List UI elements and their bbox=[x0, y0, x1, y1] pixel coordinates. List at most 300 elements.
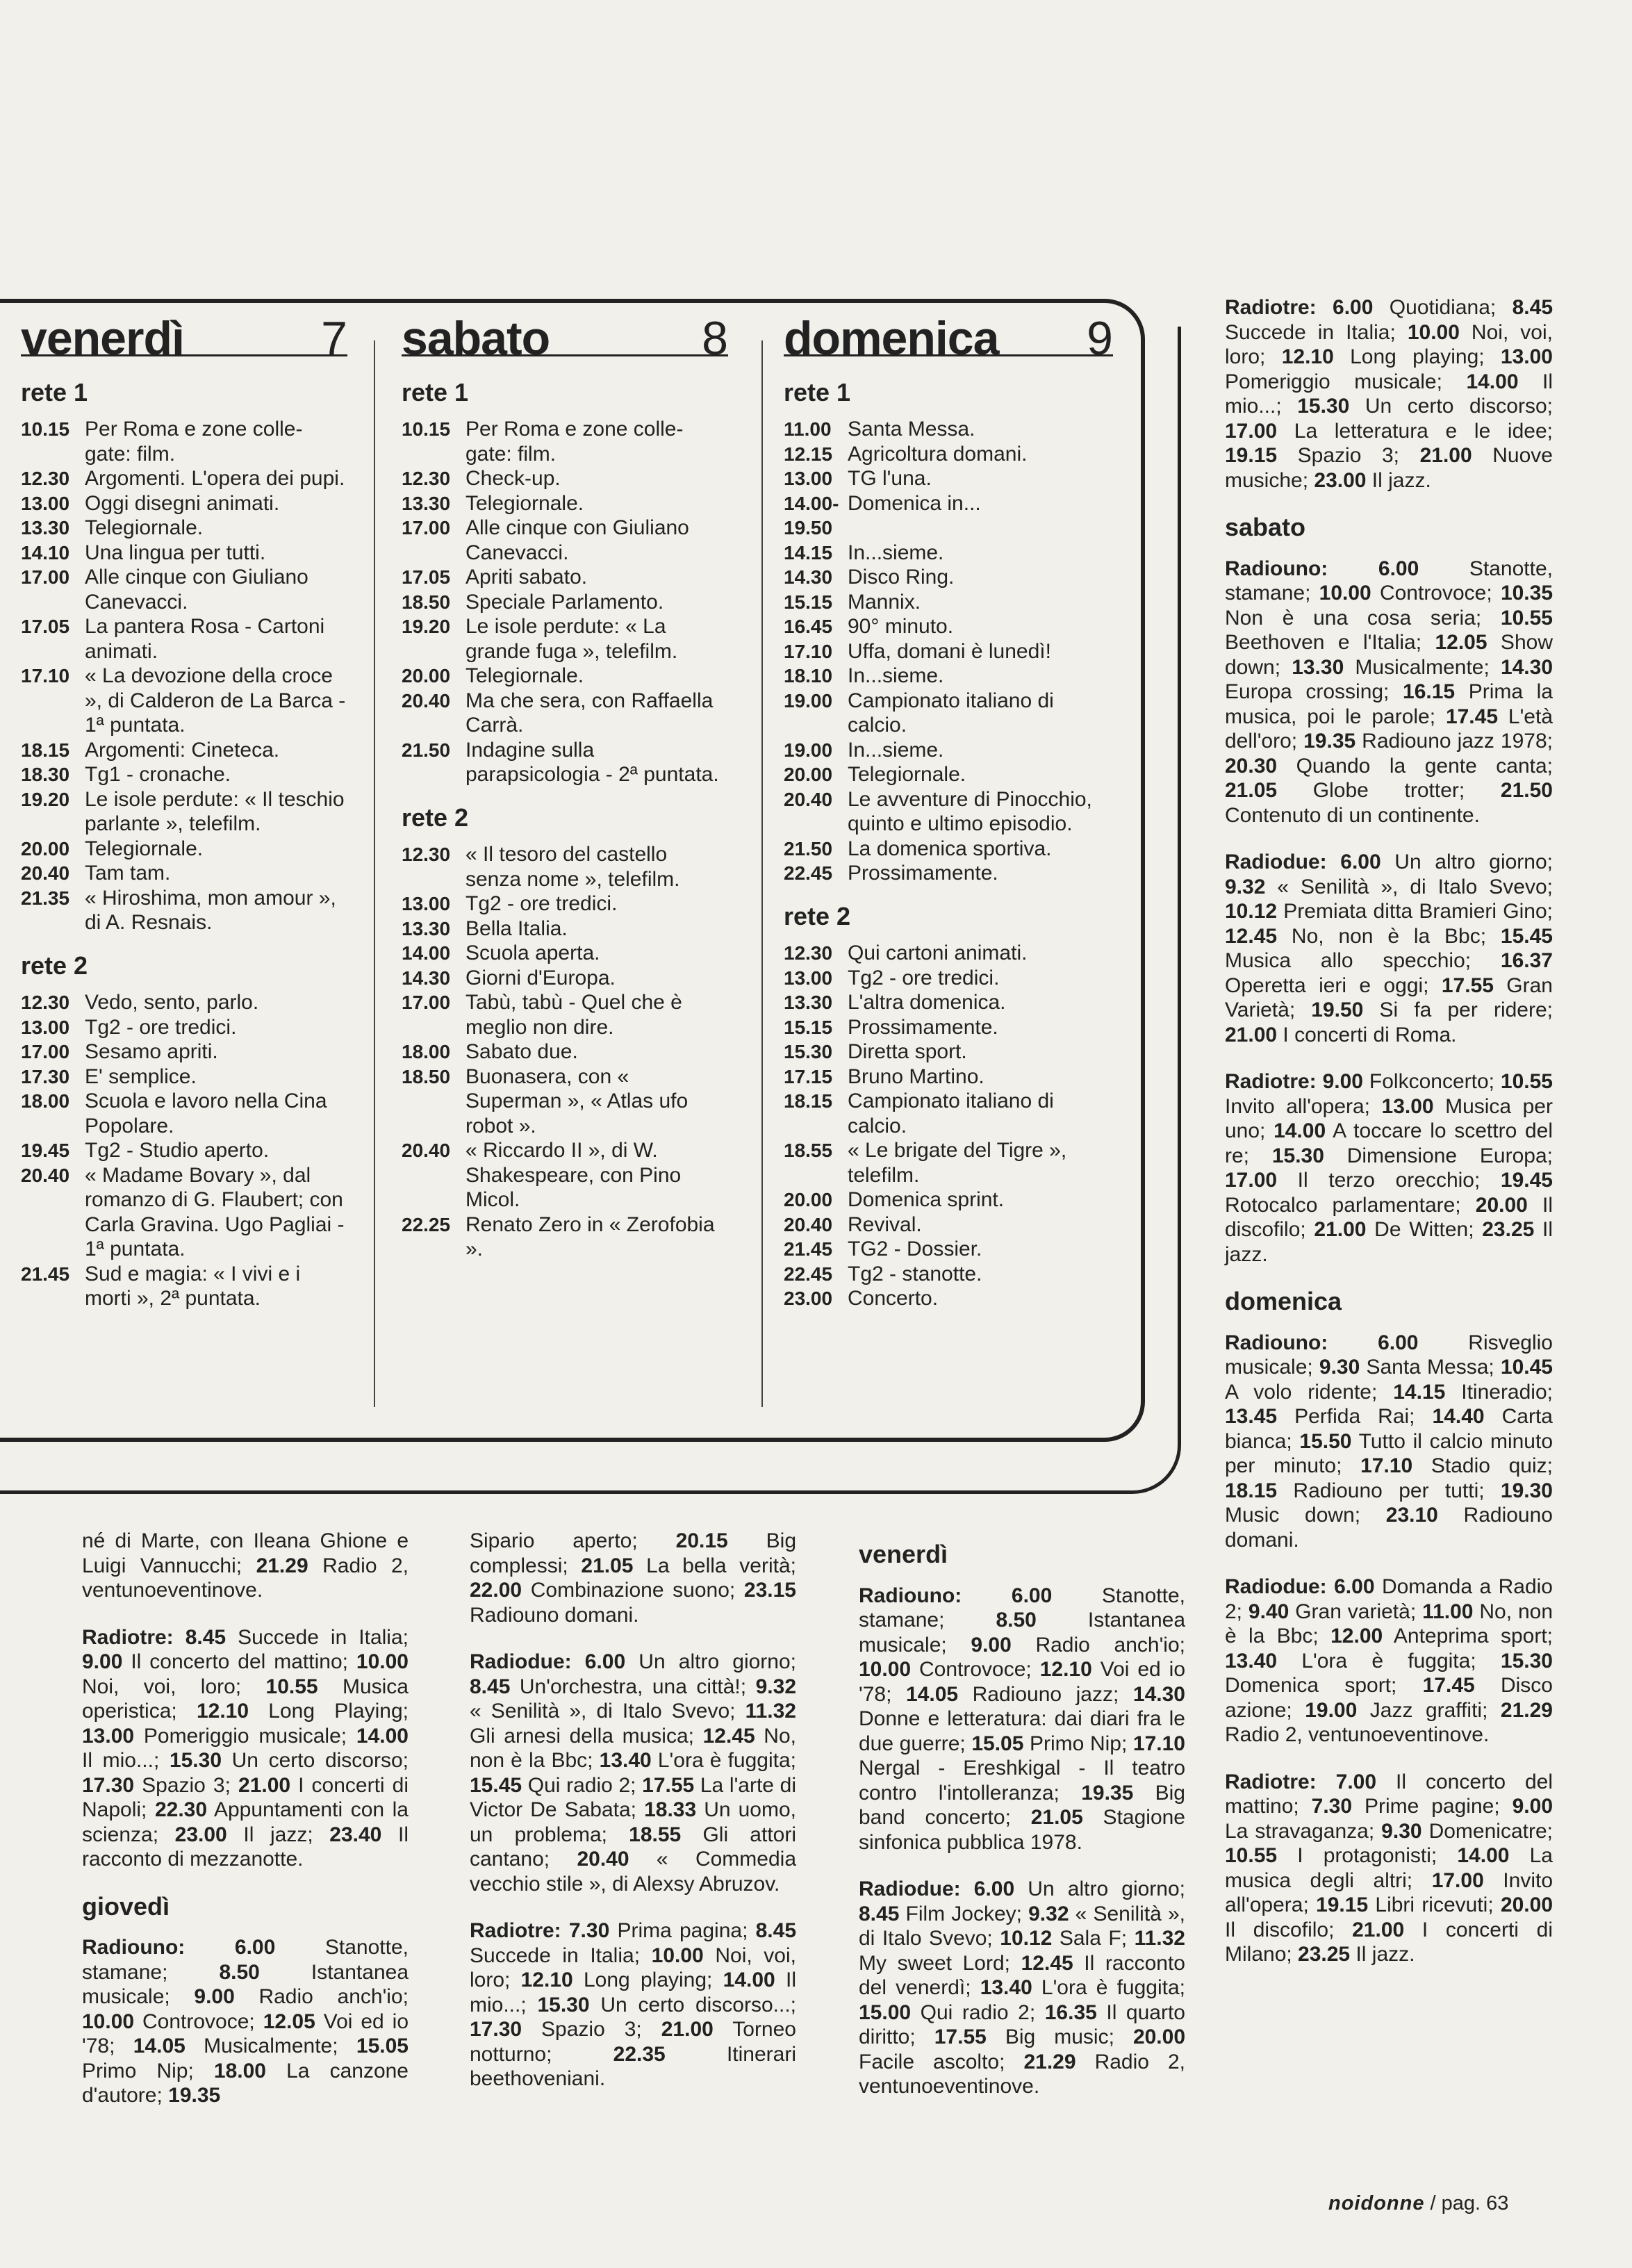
program-title: Sabato due. bbox=[465, 1040, 578, 1063]
radio-time: 18.55 bbox=[629, 1823, 682, 1846]
radio-program: Voi ed io '78; bbox=[82, 2010, 409, 2057]
radio-time: 11.00 bbox=[1422, 1600, 1474, 1623]
program-time: 18.30 bbox=[21, 764, 70, 785]
radio-time: 23.00 bbox=[174, 1823, 227, 1846]
tv-column-sabato bbox=[402, 312, 728, 1262]
radio-time: 19.15 bbox=[1316, 1893, 1369, 1916]
radio-program: Primo Nip; bbox=[82, 2059, 214, 2082]
radio-program: Gli attori cantano; bbox=[470, 1823, 796, 1871]
radio-time: 16.15 bbox=[1403, 680, 1456, 703]
program-row bbox=[402, 1040, 728, 1065]
radio-time: 20.00 bbox=[1132, 2025, 1186, 2048]
radio-time: 14.05 bbox=[906, 1682, 959, 1706]
radio-program: Itineradio; bbox=[1445, 1380, 1553, 1404]
radio-program: Libri ricevuti; bbox=[1368, 1893, 1501, 1916]
radio-time: 22.00 bbox=[470, 1579, 522, 1602]
radio-program: Quotidiana; bbox=[1373, 296, 1513, 319]
radio-program: Torneo notturno; bbox=[470, 2018, 796, 2066]
radio-program: No, non è la Bbc; bbox=[470, 1724, 796, 1772]
radio-program: Il terzo orecchio; bbox=[1277, 1169, 1501, 1192]
day-name: sabato bbox=[402, 312, 550, 365]
radio-time: 20.30 bbox=[1225, 754, 1278, 778]
program-time: 19.45 bbox=[21, 1140, 70, 1161]
radio-program: Carta bianca; bbox=[1225, 1405, 1553, 1453]
radio-program: Noi, voi, loro; bbox=[82, 1675, 266, 1698]
radio-time: Radiouno: 6.00 bbox=[1225, 1331, 1419, 1354]
program-title: Telegiornale. bbox=[848, 763, 966, 786]
program-time: 18.55 bbox=[784, 1140, 833, 1161]
program-time: 18.50 bbox=[402, 1065, 451, 1087]
program-title: Prossimamente. bbox=[848, 862, 998, 885]
program-time: 17.30 bbox=[21, 1065, 70, 1087]
radio-time: 18.15 bbox=[1225, 1479, 1278, 1502]
program-time: 17.00 bbox=[21, 1041, 70, 1062]
radio-program: Stanotte, stamane; bbox=[859, 1584, 1185, 1632]
program-title: La pantera Rosa - Cartoni animati. bbox=[85, 615, 325, 663]
radio-time: 19.50 bbox=[1311, 999, 1364, 1021]
radio-time: 21.00 bbox=[1225, 1023, 1278, 1046]
program-time: 21.50 bbox=[784, 837, 833, 860]
program-title: « Riccardo II », di W. Shakespeare, con Pino Micol. bbox=[465, 1139, 682, 1211]
page-number: / pag. 63 bbox=[1424, 2192, 1509, 2214]
radio-time: 9.00 bbox=[82, 1650, 123, 1673]
program-row bbox=[402, 417, 728, 466]
program-title: Revival. bbox=[848, 1213, 922, 1236]
program-row bbox=[784, 689, 1113, 738]
radio-program: Il jazz; bbox=[226, 1823, 330, 1846]
program-time: 19.20 bbox=[402, 616, 451, 637]
program-time: 10.15 bbox=[21, 418, 70, 440]
program-title: Sesamo apriti. bbox=[85, 1040, 218, 1063]
radio-program: Music down; bbox=[1225, 1504, 1386, 1527]
program-row bbox=[402, 941, 728, 966]
radio-program: Jazz graffiti; bbox=[1357, 1698, 1501, 1722]
radio-program: A toccare lo scettro del re; bbox=[1225, 1119, 1553, 1167]
radio-program: Voi ed io '78; bbox=[859, 1658, 1185, 1706]
radio-program: Il discofilo; bbox=[1225, 1193, 1553, 1241]
day-number: 9 bbox=[1087, 312, 1113, 365]
radio-time: 19.35 bbox=[168, 2084, 221, 2107]
radio-time: 12.45 bbox=[702, 1724, 755, 1748]
radio-program: Un certo discorso; bbox=[222, 1749, 409, 1772]
program-row bbox=[784, 941, 1113, 966]
radio-program: Sala F; bbox=[1052, 1927, 1135, 1950]
radio-station-listing bbox=[859, 1877, 1185, 2099]
radio-program: Il mio...; bbox=[1225, 370, 1553, 418]
radio-time: 20.00 bbox=[1500, 1893, 1553, 1916]
radio-program: Long playing; bbox=[1333, 345, 1501, 368]
program-title: Alle cinque con Giuliano Canevacci. bbox=[465, 516, 689, 564]
radio-time: 13.40 bbox=[980, 1976, 1032, 1999]
radio-time: 22.35 bbox=[613, 2042, 666, 2066]
radio-station-listing bbox=[1225, 295, 1553, 493]
radio-program: Contenuto di un continente. bbox=[1225, 803, 1480, 827]
program-title: Santa Messa. bbox=[848, 418, 975, 441]
program-time: 14.10 bbox=[21, 541, 70, 564]
radio-program: Combinazione suono; bbox=[522, 1579, 744, 1602]
radio-time: 14.05 bbox=[133, 2035, 186, 2057]
radio-program: Itinerari beethoveniani. bbox=[470, 2042, 796, 2090]
radio-time: 17.00 bbox=[1225, 419, 1278, 443]
radio-time: 10.55 bbox=[1500, 606, 1553, 630]
program-title: Prossimamente. bbox=[848, 1015, 998, 1039]
program-title: Una lingua per tutti. bbox=[85, 541, 266, 564]
program-title: Telegiornale. bbox=[85, 516, 204, 539]
program-row bbox=[784, 787, 1113, 837]
radio-program: Operetta ieri e oggi; bbox=[1225, 973, 1442, 997]
program-time: 20.40 bbox=[21, 1164, 70, 1186]
program-row bbox=[21, 1262, 347, 1311]
program-title: Tabù, tabù - Quel che è meglio non dire. bbox=[465, 991, 682, 1039]
radio-program: Controvoce; bbox=[1371, 582, 1501, 605]
radio-program: Un certo discorso; bbox=[1349, 395, 1553, 418]
radio-time: 14.00 bbox=[723, 1969, 775, 1991]
radio-time: 10.00 bbox=[1319, 582, 1371, 605]
radio-time: 10.55 bbox=[265, 1675, 318, 1698]
program-time: 20.40 bbox=[402, 689, 451, 712]
program-time: 19.00 bbox=[784, 739, 833, 761]
radio-time: 21.00 bbox=[1352, 1918, 1405, 1941]
program-row bbox=[21, 738, 347, 763]
program-time: 17.15 bbox=[784, 1065, 833, 1087]
radio-program: Istantanea musicale; bbox=[82, 1960, 409, 2008]
program-time: 12.15 bbox=[784, 443, 833, 465]
program-time: 14.00-19.50 bbox=[784, 492, 839, 539]
radio-time: 16.37 bbox=[1500, 949, 1553, 972]
program-row bbox=[784, 990, 1113, 1015]
program-row bbox=[21, 861, 347, 886]
program-title: E' semplice. bbox=[85, 1065, 197, 1088]
program-row bbox=[784, 1015, 1113, 1040]
radio-program: No, non è la Bbc; bbox=[1277, 924, 1501, 948]
radio-program: I protagonisti; bbox=[1277, 1844, 1458, 1867]
radio-time: 17.10 bbox=[1360, 1454, 1413, 1477]
radio-time: 17.30 bbox=[82, 1773, 135, 1797]
program-title: Tg2 - stanotte. bbox=[848, 1262, 982, 1285]
program-title: Argomenti: Cineteca. bbox=[85, 738, 280, 762]
program-row bbox=[402, 738, 728, 787]
program-title: Sud e magia: « I vivi e i morti », 2ª puntata. bbox=[85, 1262, 301, 1310]
program-time: 21.45 bbox=[21, 1263, 70, 1285]
program-time: 20.40 bbox=[402, 1140, 451, 1161]
radio-program: Gran Varietà; bbox=[1225, 973, 1553, 1021]
program-time: 14.30 bbox=[402, 967, 451, 989]
program-title: « La devozione della croce », di Calderon de La Barca - 1ª puntata. bbox=[85, 664, 346, 737]
radio-time: 23.25 bbox=[1298, 1943, 1351, 1966]
radio-station-listing bbox=[1225, 557, 1553, 828]
program-time: 20.00 bbox=[21, 837, 70, 860]
program-time: 15.15 bbox=[784, 591, 833, 613]
radio-time: 17.00 bbox=[1431, 1868, 1484, 1892]
program-time: 17.00 bbox=[21, 566, 70, 588]
radio-time: 21.50 bbox=[1500, 779, 1553, 802]
program-title: Tg1 - cronache. bbox=[85, 763, 231, 786]
radio-program: Pomeriggio musicale; bbox=[134, 1724, 356, 1748]
radio-time: 8.50 bbox=[219, 1960, 260, 1984]
program-time: 17.05 bbox=[402, 566, 451, 588]
radio-time: 23.25 bbox=[1482, 1218, 1535, 1241]
program-row bbox=[402, 516, 728, 565]
program-row bbox=[784, 466, 1113, 491]
program-row bbox=[784, 1262, 1113, 1287]
program-time: 18.50 bbox=[402, 591, 451, 613]
program-row bbox=[784, 664, 1113, 689]
radio-time: 12.05 bbox=[1435, 631, 1487, 654]
radio-program: Musica allo specchio; bbox=[1225, 949, 1501, 972]
radio-program: Il racconto di mezzanotte. bbox=[82, 1823, 409, 1871]
radio-program: La bella verità; bbox=[633, 1554, 797, 1577]
radio-program: Musica operistica; bbox=[82, 1675, 409, 1723]
program-title: Mannix. bbox=[848, 590, 921, 614]
radio-time: 15.00 bbox=[859, 2000, 912, 2024]
radio-program: L'età dell'oro; bbox=[1225, 705, 1553, 753]
program-row bbox=[21, 1065, 347, 1090]
program-row bbox=[21, 664, 347, 738]
radio-time: 19.00 bbox=[1305, 1698, 1358, 1722]
program-time: 20.00 bbox=[784, 764, 833, 785]
radio-program: Radio 2, ventunoeventinove. bbox=[1225, 1723, 1490, 1746]
radio-program: Un certo discorso...; bbox=[589, 1993, 796, 2016]
program-time: 20.00 bbox=[402, 665, 451, 687]
radio-time: 20.40 bbox=[577, 1848, 629, 1871]
program-row bbox=[402, 689, 728, 738]
program-row bbox=[21, 1163, 347, 1262]
program-row bbox=[784, 1138, 1113, 1188]
radio-program: Un uomo, un problema; bbox=[470, 1798, 796, 1846]
radio-station-listing bbox=[1225, 1575, 1553, 1748]
radio-time: 12.45 bbox=[1021, 1951, 1073, 1975]
radio-time: 21.05 bbox=[581, 1554, 634, 1577]
radio-program: Musicalmente; bbox=[185, 2035, 356, 2057]
radio-time: 12.00 bbox=[1330, 1625, 1383, 1647]
program-title: Le avventure di Pinocchio, quinto e ultimo episodio. bbox=[848, 787, 1092, 835]
radio-program: La l'arte di Victor De Sabata; bbox=[470, 1773, 797, 1821]
program-row bbox=[21, 762, 347, 787]
radio-program: Nergal - Ereshkigal - Il teatro contro l'intolleranza; bbox=[859, 1757, 1185, 1805]
channel-heading: rete 2 bbox=[784, 901, 851, 930]
radio-program: Stanotte, stamane; bbox=[1225, 557, 1553, 605]
radio-time: 19.45 bbox=[1500, 1169, 1553, 1192]
radio-time: 10.12 bbox=[1225, 900, 1278, 923]
radio-program: Radiouno domani. bbox=[470, 1603, 639, 1627]
radio-program: Facile ascolto; bbox=[859, 2050, 1024, 2073]
program-title: Scuola aperta. bbox=[465, 942, 600, 964]
program-row bbox=[784, 1065, 1113, 1090]
radio-program: Gran varietà; bbox=[1289, 1600, 1423, 1623]
program-title: Bella Italia. bbox=[465, 917, 568, 940]
radio-time: 15.50 bbox=[1299, 1429, 1352, 1453]
radio-time: 13.00 bbox=[1500, 345, 1553, 368]
radio-time: 12.05 bbox=[263, 2010, 315, 2033]
magazine-brand: noidonne bbox=[1328, 2192, 1425, 2214]
program-time: 13.00 bbox=[784, 468, 833, 489]
program-time: 18.15 bbox=[21, 739, 70, 761]
program-title: L'altra domenica. bbox=[848, 991, 1006, 1014]
program-time: 20.40 bbox=[21, 862, 70, 884]
radio-program: La letteratura e le idee; bbox=[1277, 419, 1553, 443]
program-row bbox=[21, 837, 347, 862]
radio-time: 13.40 bbox=[599, 1749, 652, 1772]
program-title: Apriti sabato. bbox=[465, 566, 588, 589]
program-title: In...sieme. bbox=[848, 541, 944, 564]
radio-program: « Commedia vecchio stile », di Alexsy Abruzov. bbox=[470, 1848, 797, 1896]
radio-time: 9.40 bbox=[1248, 1600, 1289, 1623]
program-title: La domenica sportiva. bbox=[848, 837, 1052, 860]
radio-time: 12.10 bbox=[1281, 345, 1334, 368]
program-time: 13.30 bbox=[784, 992, 833, 1013]
radio-program: Europa crossing; bbox=[1225, 680, 1403, 703]
radio-program: Radio 2, ventunoeventinove. bbox=[82, 1554, 409, 1602]
radio-program: Il jazz. bbox=[1350, 1943, 1415, 1966]
radio-time: 21.00 bbox=[1314, 1218, 1367, 1241]
radio-time: 15.30 bbox=[537, 1993, 590, 2016]
radio-program: « Senilità », di Italo Svevo; bbox=[859, 1902, 1185, 1950]
radio-station-listing bbox=[1225, 1331, 1553, 1553]
program-time: 12.30 bbox=[21, 468, 70, 489]
radio-time: 8.45 bbox=[859, 1902, 900, 1925]
program-row bbox=[402, 917, 728, 942]
program-row bbox=[784, 738, 1113, 763]
radio-program: Radiouno per tutti; bbox=[1277, 1479, 1501, 1502]
radio-time: Radiouno: 6.00 bbox=[82, 1936, 276, 1959]
program-row bbox=[21, 886, 347, 935]
program-time: 20.00 bbox=[784, 1189, 833, 1210]
program-row bbox=[21, 565, 347, 614]
program-time: 10.15 bbox=[402, 418, 451, 440]
radio-station-listing bbox=[470, 1529, 796, 1627]
radio-program: Beethoven e l'Italia; bbox=[1225, 631, 1435, 654]
radio-program: Radio 2, ventunoeventinove. bbox=[859, 2050, 1185, 2098]
radio-program: « Senilità », di Italo Svevo; bbox=[1265, 875, 1553, 898]
column-divider bbox=[761, 340, 763, 1407]
radio-program: Noi, voi, loro; bbox=[1225, 320, 1553, 368]
program-title: Tg2 - ore tredici. bbox=[465, 892, 618, 915]
radio-station-listing bbox=[1225, 850, 1553, 1047]
radio-day-heading: domenica bbox=[1225, 1287, 1342, 1315]
day-header bbox=[784, 312, 1113, 365]
radio-time: 13.45 bbox=[1225, 1405, 1278, 1428]
radio-program: Spazio 3; bbox=[522, 2018, 661, 2041]
program-row bbox=[784, 1237, 1113, 1262]
program-title: Domenica in... bbox=[848, 491, 981, 515]
radio-time: 14.15 bbox=[1393, 1380, 1446, 1404]
radio-time: 10.55 bbox=[1500, 1070, 1553, 1093]
program-time: 13.30 bbox=[402, 917, 451, 939]
radio-program: Il quarto diritto; bbox=[859, 2000, 1185, 2048]
program-title: Renato Zero in « Zerofobia ». bbox=[465, 1213, 715, 1260]
radio-time: 17.10 bbox=[1132, 1732, 1185, 1755]
radio-program: Spazio 3; bbox=[134, 1773, 239, 1797]
radio-time: 15.30 bbox=[1297, 395, 1350, 418]
radio-time: 8.45 bbox=[470, 1675, 511, 1698]
radio-time: 16.35 bbox=[1044, 2000, 1097, 2024]
radio-program: Perfida Rai; bbox=[1277, 1405, 1433, 1428]
radio-program: Invito all'opera; bbox=[1225, 1868, 1553, 1916]
program-time: 21.35 bbox=[21, 887, 70, 909]
radio-program: Radio anch'io; bbox=[234, 1985, 409, 2008]
program-title: Indagine sulla parapsicologia - 2ª puntata. bbox=[465, 738, 719, 786]
radio-program: Nuove musiche; bbox=[1225, 444, 1553, 492]
program-row bbox=[784, 491, 1113, 541]
radio-program: Folkconcerto; bbox=[1363, 1070, 1501, 1093]
radio-program: Il discofilo; bbox=[1225, 1918, 1353, 1941]
radio-time: 10.12 bbox=[1000, 1927, 1053, 1950]
program-time: 12.30 bbox=[21, 992, 70, 1013]
radio-time: 23.15 bbox=[743, 1579, 796, 1602]
program-title: Tg2 - ore tredici. bbox=[85, 1015, 237, 1039]
column-divider bbox=[374, 340, 375, 1407]
program-title: Telegiornale. bbox=[85, 837, 204, 860]
radio-program: No, non è la Bbc; bbox=[1225, 1600, 1553, 1647]
program-title: Buonasera, con « Superman », « Atlas ufo robot ». bbox=[465, 1065, 689, 1137]
channel-heading: rete 1 bbox=[21, 377, 88, 406]
program-time: 17.00 bbox=[402, 992, 451, 1013]
radio-time: 10.00 bbox=[651, 1944, 704, 1967]
program-title: Tg2 - Studio aperto. bbox=[85, 1139, 270, 1162]
radio-time: 10.45 bbox=[1500, 1356, 1553, 1379]
radio-program: Radiouno jazz; bbox=[958, 1682, 1133, 1706]
program-row bbox=[402, 966, 728, 991]
radio-program: Prima pagina; bbox=[609, 1919, 756, 1942]
program-title: Campionato italiano di calcio. bbox=[848, 689, 1054, 737]
radio-program: Big band concerto; bbox=[859, 1781, 1185, 1829]
program-row bbox=[402, 891, 728, 917]
radio-time: 13.40 bbox=[1225, 1649, 1278, 1673]
day-number: 7 bbox=[321, 312, 347, 365]
radio-program: Disco azione; bbox=[1225, 1674, 1553, 1722]
program-time: 20.40 bbox=[784, 788, 833, 810]
program-title: 90° minuto. bbox=[848, 615, 954, 638]
radio-program: Primo Nip; bbox=[1023, 1732, 1133, 1755]
radio-program: Istantanea musicale; bbox=[859, 1609, 1186, 1657]
radio-program: Il concerto del mattino; bbox=[122, 1650, 356, 1673]
radio-time: Radiodue: 6.00 bbox=[1225, 1575, 1375, 1598]
radio-program: Succede in Italia; bbox=[470, 1944, 652, 1967]
page-footer bbox=[1328, 2192, 1508, 2215]
radio-time: 21.05 bbox=[1225, 779, 1278, 802]
radio-time: 10.35 bbox=[1500, 582, 1553, 605]
program-row bbox=[402, 565, 728, 590]
radio-time: 14.40 bbox=[1432, 1405, 1485, 1428]
radio-program: Santa Messa; bbox=[1360, 1356, 1501, 1379]
radio-program: Prime pagine; bbox=[1352, 1795, 1513, 1818]
radio-program: Anteprima sport; bbox=[1383, 1625, 1553, 1647]
radio-program: Il jazz. bbox=[1366, 468, 1431, 492]
radio-time: 18.33 bbox=[644, 1798, 697, 1821]
radio-program: Long Playing; bbox=[249, 1700, 409, 1723]
radio-day-heading: sabato bbox=[1225, 513, 1306, 541]
program-row bbox=[784, 565, 1113, 590]
radio-time: 19.35 bbox=[1303, 730, 1356, 753]
program-time: 12.30 bbox=[784, 942, 833, 964]
program-time: 22.45 bbox=[784, 862, 833, 884]
program-title: Giorni d'Europa. bbox=[465, 966, 616, 989]
program-title: In...sieme. bbox=[848, 738, 944, 762]
program-title: Alle cinque con Giuliano Canevacci. bbox=[85, 566, 308, 614]
program-time: 18.00 bbox=[402, 1041, 451, 1062]
radio-program: Il mio...; bbox=[470, 1969, 796, 2016]
channel-heading: rete 2 bbox=[21, 951, 88, 980]
radio-time: 21.29 bbox=[256, 1554, 308, 1577]
radio-program: Appuntamenti con la scienza; bbox=[82, 1798, 409, 1846]
radio-program: Rotocalco parlamentare; bbox=[1225, 1193, 1476, 1217]
radio-time: 10.55 bbox=[1225, 1844, 1278, 1867]
program-row bbox=[784, 762, 1113, 787]
program-title: TG2 - Dossier. bbox=[848, 1238, 982, 1260]
radio-time: 20.15 bbox=[675, 1529, 728, 1552]
program-row bbox=[784, 417, 1113, 442]
program-row bbox=[402, 614, 728, 664]
